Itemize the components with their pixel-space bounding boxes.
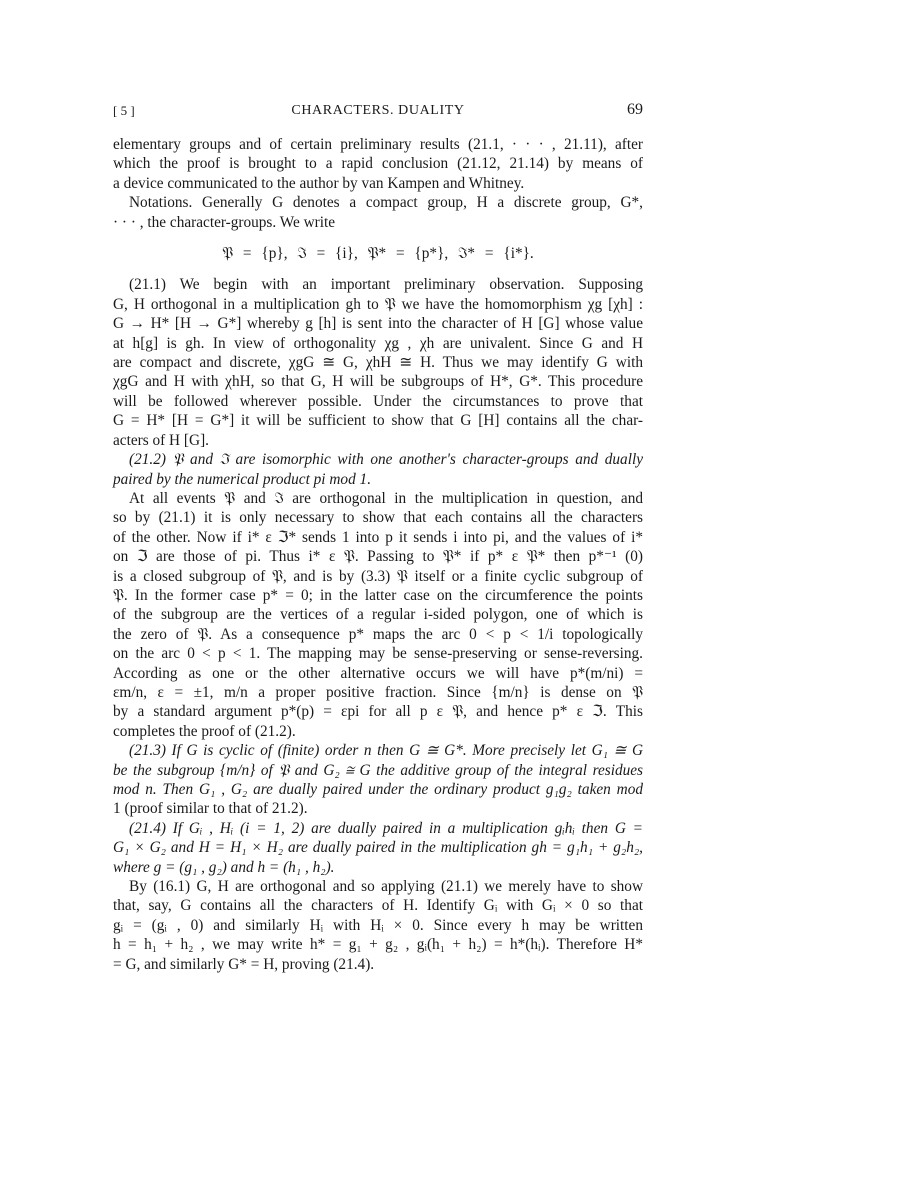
display-formula: 𝔓 = {p}, ℑ = {i}, 𝔓* = {p*}, ℑ* = {i*}. bbox=[222, 245, 534, 263]
text-line: are compact and discrete, χgG ≅ G, χhH ≅ H. Thus we may identify G with bbox=[113, 354, 643, 372]
theorem-line: paired by the numerical product pi mod 1. bbox=[113, 470, 372, 488]
section-marker: [ 5 ] bbox=[113, 103, 135, 118]
text-line: By (16.1) G, H are orthogonal and so applying (21.1) we merely have to show bbox=[129, 878, 643, 896]
text-line: acters of H [G]. bbox=[113, 431, 209, 449]
text-line: at h[g] is gh. In view of orthogonality χg , χh are univalent. Since G and H bbox=[113, 334, 643, 352]
text-line: χgG and H with χhH, so that G, H will be subgroups of H*, G*. This procedure bbox=[113, 373, 643, 391]
page-body bbox=[113, 135, 643, 974]
theorem-line: mod n. Then G₁ , G₂ are dually paired under the ordinary product g₁g₂ taken mod bbox=[113, 781, 643, 798]
text-line: At all events 𝔓 and ℑ are orthogonal in the multiplication in question, and bbox=[129, 489, 643, 507]
running-header bbox=[113, 101, 643, 123]
text-line: of the other. Now if i* ε ℑ* sends 1 into p it sends i into pi, and the values of i* bbox=[113, 528, 643, 546]
text-line: Notations. Generally G denotes a compact group, H a discrete group, G*, bbox=[129, 194, 643, 212]
text-line: of the subgroup are the vertices of a regular i-sided polygon, one of which is bbox=[113, 606, 643, 624]
text-line: According as one or the other alternative occurs we will have p*(m/ni) = bbox=[113, 664, 643, 682]
text-line: by a standard argument p*(p) = εpi for all p ε 𝔓, and hence p* ε ℑ. This bbox=[113, 703, 643, 721]
text-line: the zero of 𝔓. As a consequence p* maps the arc 0 < p < 1/i topologically bbox=[113, 625, 643, 643]
text-line: h = h₁ + h₂ , we may write h* = g₁ + g₂ , gᵢ(h₁ + h₂) = h*(hᵢ). Therefore H* bbox=[113, 936, 643, 954]
text-line: · · · , the character-groups. We write bbox=[113, 213, 336, 231]
text-line: G, H orthogonal in a multiplication gh to 𝔓 we have the homomorphism χg [χh] : bbox=[113, 295, 643, 313]
theorem-line: (21.2) 𝔓 and ℑ are isomorphic with one another's character-groups and dually bbox=[129, 451, 643, 469]
text-line: gᵢ = (gᵢ , 0) and similarly Hᵢ with Hᵢ × 0. Since every h may be written bbox=[113, 916, 643, 934]
theorem-line: (21.4) If Gᵢ , Hᵢ (i = 1, 2) are dually paired in a multiplication gᵢhᵢ then G = bbox=[129, 819, 643, 837]
text-line: will be followed wherever possible. Under the circumstances to prove that bbox=[113, 392, 643, 410]
text-line: which the proof is brought to a rapid conclusion (21.12, 21.14) by means of bbox=[113, 155, 643, 173]
text-line: a device communicated to the author by van Kampen and Whitney. bbox=[113, 174, 525, 192]
text-line: G → H* [H → G*] whereby g [h] is sent into the character of H [G] whose value bbox=[113, 315, 643, 333]
theorem-line: (21.3) If G is cyclic of (finite) order n then G ≅ G*. More precisely let G₁ ≅ G bbox=[129, 742, 643, 760]
text-line: on ℑ are those of pi. Thus i* ε 𝔓. Passing to 𝔓* if p* ε 𝔓* then p*⁻¹ (0) bbox=[113, 548, 643, 566]
text-line: 𝔓. In the former case p* = 0; in the latter case on the circumference the points bbox=[113, 586, 643, 604]
text-line: is a closed subgroup of 𝔓, and is by (3.3) 𝔓 itself or a finite cyclic subgroup of bbox=[113, 567, 643, 585]
text-line: 1 (proof similar to that of 21.2). bbox=[113, 800, 308, 818]
text-line: on the arc 0 < p < 1. The mapping may be sense-preserving or sense-reversing. bbox=[113, 645, 643, 663]
page-number: 69 bbox=[627, 101, 643, 118]
theorem-line: where g = (g₁ , g₂) and h = (h₁ , h₂). bbox=[113, 858, 335, 876]
text-line: elementary groups and of certain preliminary results (21.1, · · · , 21.11), after bbox=[113, 136, 643, 153]
text-line: G = H* [H = G*] it will be sufficient to show that G [H] contains all the char- bbox=[113, 412, 643, 430]
theorem-line: G₁ × G₂ and H = H₁ × H₂ are dually paired in the multiplication gh = g₁h₁ + g₂h₂, bbox=[113, 839, 643, 857]
text-line: so by (21.1) it is only necessary to show that each contains all the characters bbox=[113, 509, 643, 527]
theorem-line: be the subgroup {m/n} of 𝔓 and G₂ ≅ G the additive group of the integral residues bbox=[113, 761, 643, 779]
text-line: completes the proof of (21.2). bbox=[113, 722, 296, 740]
text-line: εm/n, ε = ±1, m/n a proper positive fraction. Since {m/n} is dense on 𝔓 bbox=[113, 683, 643, 701]
text-line: that, say, G contains all the characters of H. Identify Gᵢ with Gᵢ × 0 so that bbox=[113, 897, 643, 915]
text-line: (21.1) We begin with an important preliminary observation. Supposing bbox=[129, 276, 643, 294]
chapter-title: CHARACTERS. DUALITY bbox=[291, 103, 465, 118]
text-line: = G, and similarly G* = H, proving (21.4). bbox=[113, 955, 375, 973]
